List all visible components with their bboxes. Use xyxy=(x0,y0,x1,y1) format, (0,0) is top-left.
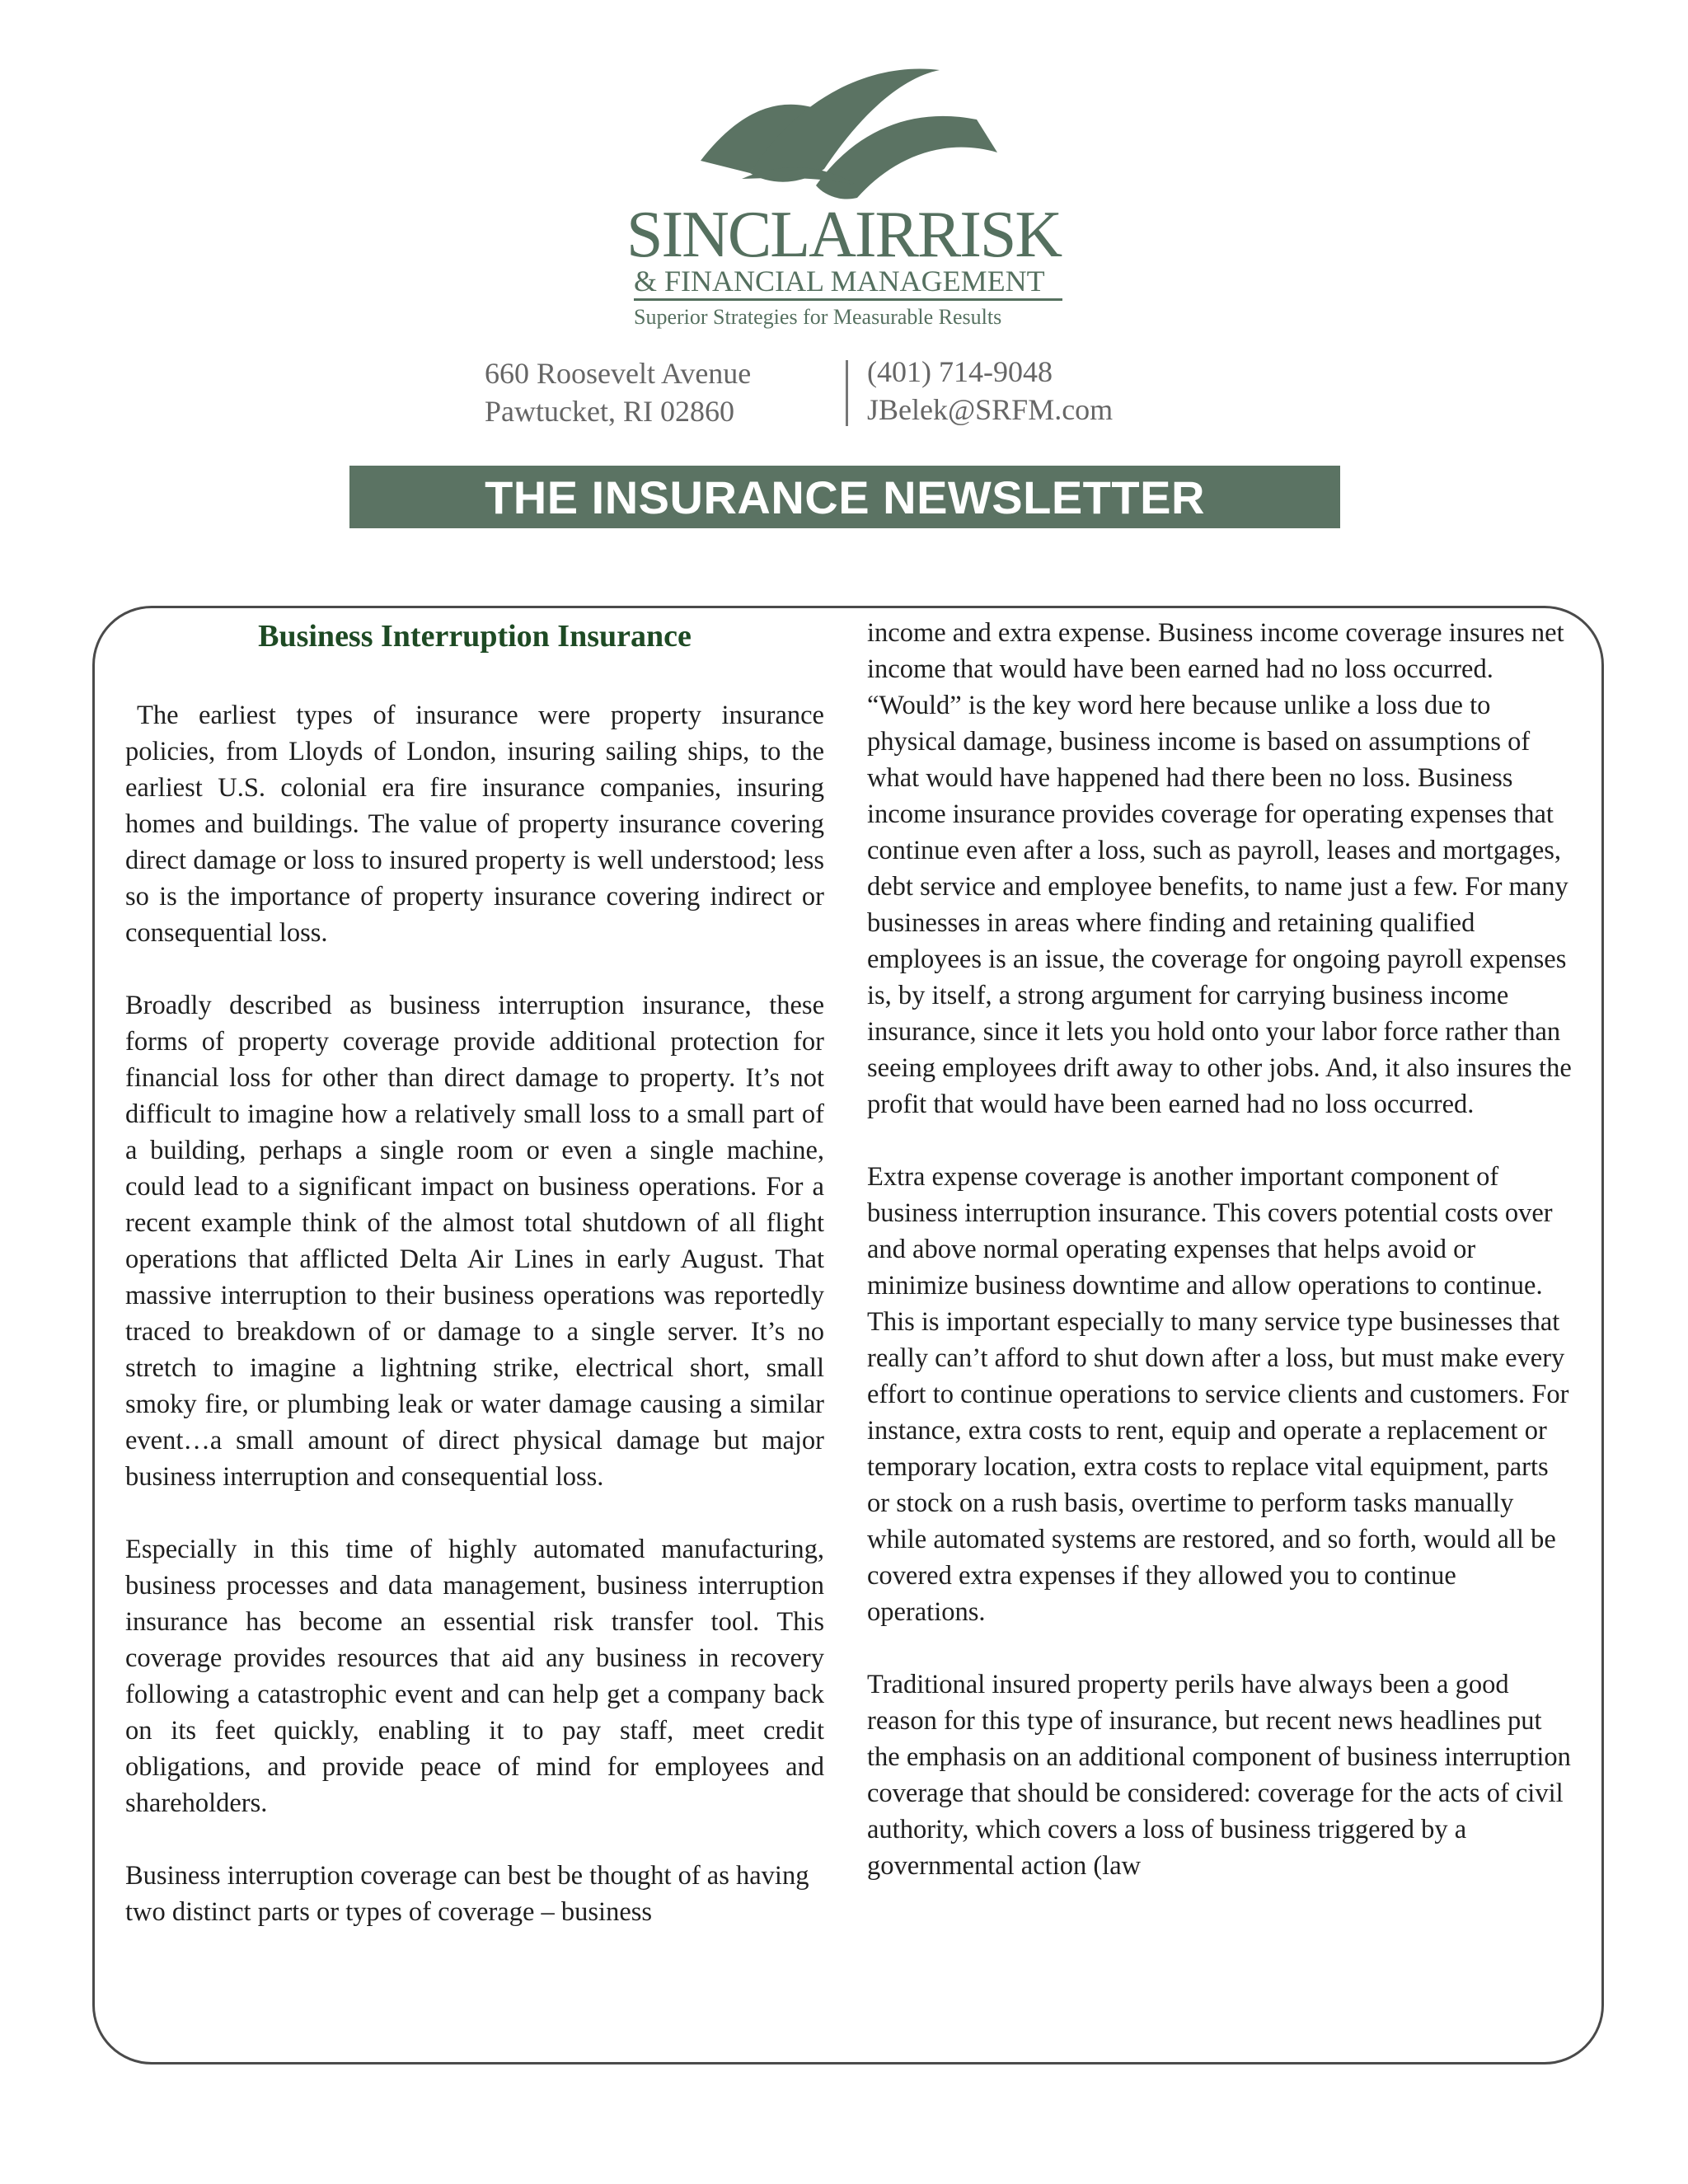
address-line-2: Pawtucket, RI 02860 xyxy=(485,395,734,428)
article-right-column xyxy=(867,615,1576,1920)
ribbon-logo-icon xyxy=(692,62,1006,206)
address-block xyxy=(485,354,751,430)
article-title: Business Interruption Insurance xyxy=(258,619,692,654)
article-paragraph: Especially in this time of highly automated manufacturing, business processes and data management, business interruption insurance has become an essential risk transfer tool. This coverage provides resources that aid any business in recovery following a catastrophic event and can help get a company back on its feet quickly, enabling it to pay staff, meet credit obligations, and provide peace of mind for employees and shareholders. xyxy=(125,1535,824,1818)
article-paragraph: Extra expense coverage is another important component of business interruption insurance. This covers potential costs over and above normal operating expenses that helps avoid or minimize business downtime and allow operations to continue. This is important especially to many service type businesses that really can’t afford to shut down after a loss, but must make every effort to continue operations to service clients and customers. For instance, extra costs to rent, equip and operate a replacement or temporary location, extra costs to replace vital equipment, parts or stock on a rush basis, overtime to perform tasks manually while automated systems are restored, and so forth, would all be covered extra expenses if they allowed you to continue operations. xyxy=(867,1162,1569,1627)
phone-number: (401) 714-9048 xyxy=(867,355,1053,388)
article-paragraph: Traditional insured property perils have always been a good reason for this type of insurance, but recent news headlines put the emphasis on an additional component of business interruption coverage that should be considered: coverage for the acts of civil authority, which covers a loss of business triggered by a governmental action (law xyxy=(867,1670,1571,1881)
brand-name-part2: RISK xyxy=(917,199,1062,271)
newsletter-banner: THE INSURANCE NEWSLETTER xyxy=(349,466,1340,528)
contact-block xyxy=(867,353,1113,429)
article-paragraph: Broadly described as business interruption insurance, these forms of property coverage provide additional protection for financial loss for other than direct damage to property. It’s not difficult to imagine how a relatively small loss to a small part of a building, perhaps a single room or even a single machine, could lead to a significant impact on business operations. For a recent example think of the almost total shutdown of all flight operations that afflicted Delta Air Lines in early August. That massive interruption to their business operations was reportedly traced to breakdown of or damage to a single server. It’s no stretch to imagine a lightning strike, electrical short, small smoky fire, or plumbing leak or water damage causing a similar event…a small amount of direct physical damage but major business interruption and consequential loss. xyxy=(125,991,824,1492)
company-logo xyxy=(626,62,1071,334)
article-left-column xyxy=(125,615,824,1966)
article-paragraph: The earliest types of insurance were property insurance policies, from Lloyds of London, insuring sailing ships, to the earliest U.S. colonial era fire insurance companies, insuring homes and buildings. The value of property insurance covering direct damage or loss to insured property is well understood; less so is the importance of property insurance covering indirect or consequential loss. xyxy=(125,701,824,948)
article-paragraph: Business interruption coverage can best be thought of as having two distinct parts or types of coverage – business xyxy=(125,1861,809,1927)
brand-subtitle: & FINANCIAL MANAGEMENT xyxy=(634,266,1062,301)
email-address[interactable]: JBelek@SRFM.com xyxy=(867,393,1114,426)
contact-divider xyxy=(846,360,848,426)
article-paragraph: income and extra expense. Business income coverage insures net income that would have been earned had no loss occurred. “Would” is the key word here because unlike a loss due to physical damage, business income is based on assumptions of what would have happened had there been no loss. Business income insurance provides coverage for operating expenses that continue even after a loss, such as payroll, leases and mortgages, debt service and employee benefits, to name just a few. For many businesses in areas where finding and retaining qualified employees is an issue, the coverage for ongoing payroll expenses is, by itself, a strong argument for carrying business income insurance, since it lets you hold onto your labor force rather than seeing employees drift away to other jobs. And, it also insures the profit that would have been earned had no loss occurred. xyxy=(867,618,1572,1119)
brand-name-part1: SINCLAIR xyxy=(626,199,917,271)
address-line-1: 660 Roosevelt Avenue xyxy=(485,357,752,390)
brand-tagline: Superior Strategies for Measurable Results xyxy=(634,305,1002,329)
brand-name xyxy=(626,199,1071,271)
